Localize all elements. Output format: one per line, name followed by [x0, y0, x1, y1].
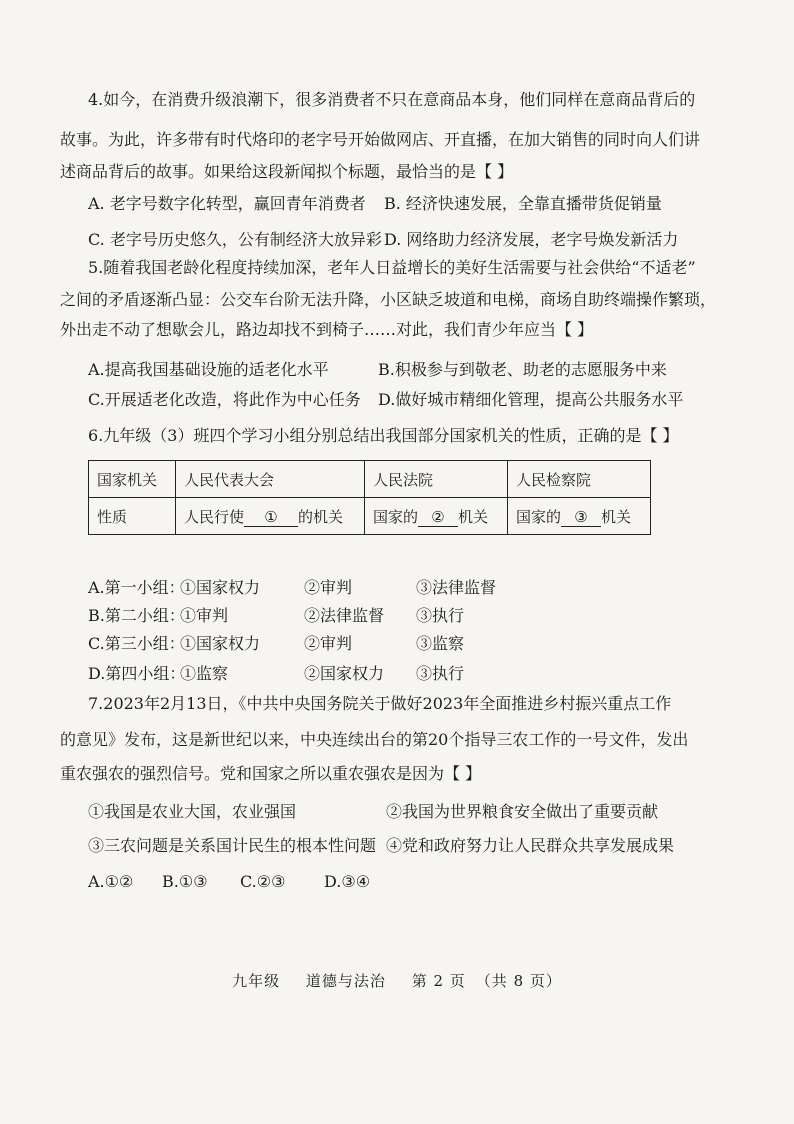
state-organs-table [88, 460, 651, 535]
q5-option-d: D.做好城市精细化管理，提高公共服务水平 [378, 390, 684, 409]
page-footer [0, 970, 794, 991]
footer-grade: 九年级 [232, 972, 281, 990]
q6-option-d-label: D.第四小组： [88, 664, 186, 683]
cell-text: 机关 [601, 507, 632, 526]
q6-option-d-p2: ②国家权力 [304, 664, 385, 683]
cell-text: 机关 [458, 507, 489, 526]
q7-option-c: C.②③ [240, 872, 286, 891]
q7-stem-line-2: 的意见》发布，这是新世纪以来，中央连续出台的第20个指导三农工作的一号文件，发出 [60, 730, 689, 749]
q5-stem-line-3: 外出走不动了想歇会儿，路边却找不到椅子……对此，我们青少年应当【 】 [60, 320, 594, 339]
q4-stem-line-3: 述商品背后的故事。如果给这段新闻拟个标题，最恰当的是【 】 [60, 162, 514, 181]
q6-option-d-p3: ③执行 [416, 664, 465, 683]
footer-total-pages: （共 8 页） [475, 972, 562, 990]
q6-option-a-p3: ③法律监督 [416, 578, 497, 597]
q7-stem-line-3: 重农强农的强烈信号。党和国家之所以重农强农是因为【 】 [60, 764, 482, 783]
q7-statement-4: ④党和政府努力让人民群众共享发展成果 [386, 836, 675, 855]
q4-stem-line-2: 故事。为此，许多带有时代烙印的老字号开始做网店、开直播，在加大销售的同时向人们讲 [60, 130, 701, 149]
footer-subject: 道德与法治 [305, 972, 386, 990]
footer-page-number: 第 2 页 [411, 972, 466, 990]
q5-option-b: B.积极参与到敬老、助老的志愿服务中来 [378, 360, 667, 379]
q5-option-c: C.开展适老化改造，将此作为中心任务 [88, 390, 361, 409]
q7-option-b: B.①③ [162, 872, 208, 891]
cell-text: 人民行使 [184, 507, 245, 526]
q7-statement-1: ①我国是农业大国，农业强国 [88, 802, 297, 821]
table-cell [365, 498, 508, 535]
q6-option-a-p1: ①国家权力 [180, 578, 261, 597]
q6-option-b-p2: ②法律监督 [304, 606, 385, 625]
table-cell: 人民法院 [365, 461, 508, 498]
q6-stem: 6.九年级（3）班四个学习小组分别总结出我国部分国家机关的性质，正确的是【 】 [88, 426, 679, 445]
q4-option-c: C. 老字号历史悠久，公有制经济大放异彩 [88, 230, 382, 249]
cell-text: 的机关 [298, 507, 344, 526]
q7-statement-2: ②我国为世界粮食安全做出了重要贡献 [386, 802, 659, 821]
q4-option-b: B. 经济快速发展，全靠直播带货促销量 [384, 194, 662, 213]
table-cell: 人民检察院 [508, 461, 651, 498]
table-cell: 性质 [89, 498, 176, 535]
q6-option-b-p3: ③执行 [416, 606, 465, 625]
q6-option-c-label: C.第三小组： [88, 634, 185, 653]
q6-option-b-p1: ①审判 [180, 606, 229, 625]
q6-option-c-p1: ①国家权力 [180, 634, 261, 653]
cell-text: 国家的 [373, 507, 419, 526]
fill-blank: ① [244, 508, 298, 527]
cell-text: 国家的 [516, 507, 562, 526]
q7-option-a: A.①② [88, 872, 134, 891]
table-cell: 国家机关 [89, 461, 176, 498]
q5-stem-line-1: 5.随着我国老龄化程度持续加深，老年人日益增长的美好生活需要与社会供给“不适老” [88, 258, 696, 277]
q6-option-b-label: B.第二小组： [88, 606, 185, 625]
table-header-row [89, 461, 651, 498]
q5-option-a: A.提高我国基础设施的适老化水平 [88, 360, 329, 379]
q6-option-c-p3: ③监察 [416, 634, 465, 653]
q6-option-d-p1: ①监察 [180, 664, 229, 683]
table-cell [176, 498, 365, 535]
fill-blank: ③ [561, 508, 601, 527]
table-row [89, 498, 651, 535]
q5-stem-line-2: 之间的矛盾逐渐凸显：公交车台阶无法升降，小区缺乏坡道和电梯，商场自助终端操作繁琐， [60, 290, 717, 309]
q6-option-a-label: A.第一小组： [88, 578, 185, 597]
q4-option-a: A. 老字号数字化转型，赢回青年消费者 [88, 194, 366, 213]
q4-option-d: D. 网络助力经济发展，老字号焕发新活力 [384, 230, 679, 249]
table-cell [508, 498, 651, 535]
q6-option-c-p2: ②审判 [304, 634, 353, 653]
table-cell: 人民代表大会 [176, 461, 365, 498]
fill-blank: ② [418, 508, 458, 527]
q7-option-d: D.③④ [324, 872, 371, 891]
q7-stem-line-1: 7.2023年2月13日，《中共中央国务院关于做好2023年全面推进乡村振兴重点工作 [88, 694, 672, 713]
q7-statement-3: ③三农问题是关系国计民生的根本性问题 [88, 836, 377, 855]
q4-stem-line-1: 4.如今，在消费升级浪潮下，很多消费者不只在意商品本身，他们同样在意商品背后的 [88, 90, 696, 109]
q6-option-a-p2: ②审判 [304, 578, 353, 597]
